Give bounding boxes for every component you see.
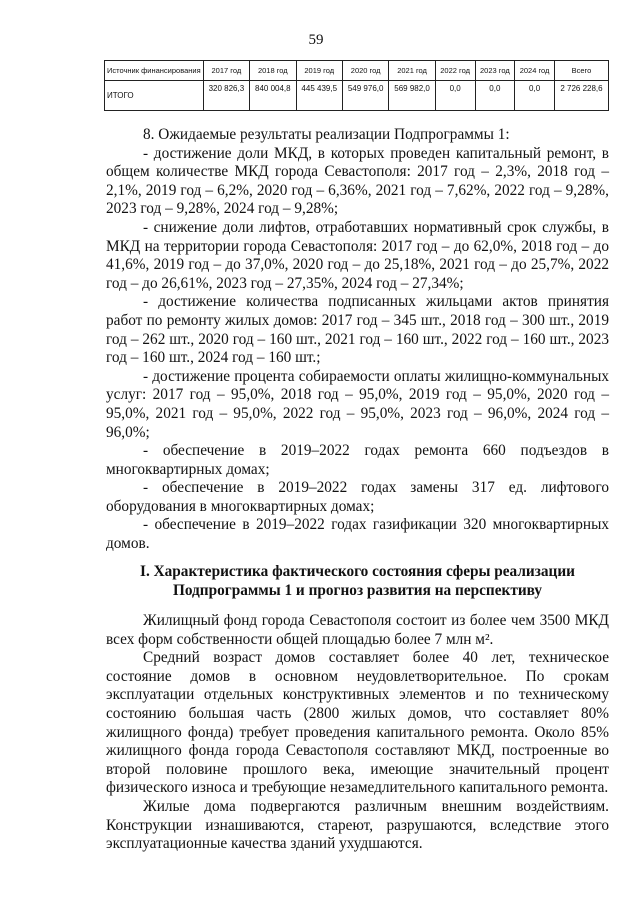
- table-header-row: [105, 61, 609, 81]
- table-header-2020: 2020 год: [342, 61, 388, 81]
- section-title: 8. Ожидаемые результаты реализации Подпрограммы 1:: [143, 126, 510, 143]
- table-cell-total: 2 726 228,6: [554, 81, 608, 111]
- table-cell-2022: 0,0: [435, 81, 475, 111]
- heading-line-1: I. Характеристика фактического состояния сферы реализации: [140, 563, 575, 580]
- table-cell-2021: 569 982,0: [389, 81, 435, 111]
- table-header-2018: 2018 год: [250, 61, 296, 81]
- table-header-2022: 2022 год: [435, 61, 475, 81]
- page-number: 59: [308, 32, 324, 48]
- result-item: - обеспечение в 2019–2022 годах ремонта 660 подъездов в многоквартирных домах;: [106, 442, 609, 478]
- heading-line-2: Подпрограммы 1 и прогноз развития на перспективу: [172, 581, 543, 599]
- result-item: - снижение доли лифтов, отработавших нормативный срок службы, в МКД на территории города Севастополя: 2017 год – до 62,0%, 2018 год – до 41,6%, 2019 год – до 37,0%, 2020 год – до 25,18%, 2021 год – до 25,7%, 2022 год – до 26,61%, 2023 год – 27,35%, 2024 год – 27,34%;: [106, 218, 609, 292]
- result-item: - обеспечение в 2019–2022 годах газификации 320 многоквартирных домов.: [106, 516, 609, 553]
- section-heading: [106, 563, 609, 600]
- expected-results-section: [106, 126, 609, 554]
- table-header-source: Источник финансирования: [105, 61, 204, 81]
- table-row-label: ИТОГО: [105, 81, 204, 111]
- result-item: - достижение доли МКД, в которых проведен капитальный ремонт, в общем количестве МКД города Севастополя: 2017 год – 2,3%, 2018 год – 2,1%, 2019 год – 6,2%, 2020 год – 6,36%, 2021 год – 7,62%, 2022 год – 9,28%, 2023 год – 9,28%, 2024 год – 9,28%;: [106, 144, 609, 218]
- paragraph: Средний возраст домов составляет более 40 лет, техническое состояние домов в основном неудовлетворительное. По срокам эксплуатации отдельных конструктивных элементов и по техническому состоянию большая часть (2800 жилых домов, что составляет 80% жилищного фонда) требует проведения капитального ремонта. Около 85% жилищного фонда города Севастополя составляют МКД, построенные во второй половине прошлого века, имеющие значительный процент физического износа и требующие незамедлительного капитального ремонта.: [106, 649, 609, 797]
- table-header-2019: 2019 год: [296, 61, 342, 81]
- paragraph: Жилые дома подвергаются различным внешним воздействиям. Конструкции изнашиваются, стареют, разрушаются, вследствие этого эксплуатационные качества зданий ухудшаются.: [106, 797, 609, 853]
- result-item: - достижение процента собираемости оплаты жилищно-коммунальных услуг: 2017 год – 95,0%, 2018 год – 95,0%, 2019 год – 95,0%, 2020 год – 95,0%, 2021 год – 95,0%, 2022 год – 95,0%, 2023 год – 96,0%, 2024 год – 96,0%;: [106, 367, 609, 441]
- table-cell-2019: 445 439,5: [296, 81, 342, 111]
- table-cell-2017: 320 826,3: [203, 81, 249, 111]
- table-header-2017: 2017 год: [203, 61, 249, 81]
- paragraph: Жилищный фонд города Севастополя состоит из более чем 3500 МКД всех форм собственности общей площадью более 7 млн м².: [106, 612, 609, 648]
- table-header-total: Всего: [554, 61, 608, 81]
- table-cell-2020: 549 976,0: [342, 81, 388, 111]
- table-cell-2023: 0,0: [475, 81, 515, 111]
- result-item: - обеспечение в 2019–2022 годах замены 317 ед. лифтового оборудования в многоквартирных домах;: [106, 479, 609, 515]
- financing-table: [104, 60, 609, 111]
- table-cell-2024: 0,0: [515, 81, 555, 111]
- result-item: - достижение количества подписанных жильцами актов принятия работ по ремонту жилых домов: 2017 год – 345 шт., 2018 год – 300 шт., 2019 год – 262 шт., 2020 год – 160 шт., 2021 год – 160 шт., 2022 год – 160 шт., 2023 год – 160 шт., 2024 год – 160 шт.;: [106, 293, 609, 367]
- table-header-2021: 2021 год: [389, 61, 435, 81]
- table-row: [105, 81, 609, 111]
- characteristics-section: [106, 612, 609, 854]
- table-cell-2018: 840 004,8: [250, 81, 296, 111]
- table-header-2023: 2023 год: [475, 61, 515, 81]
- table-header-2024: 2024 год: [515, 61, 555, 81]
